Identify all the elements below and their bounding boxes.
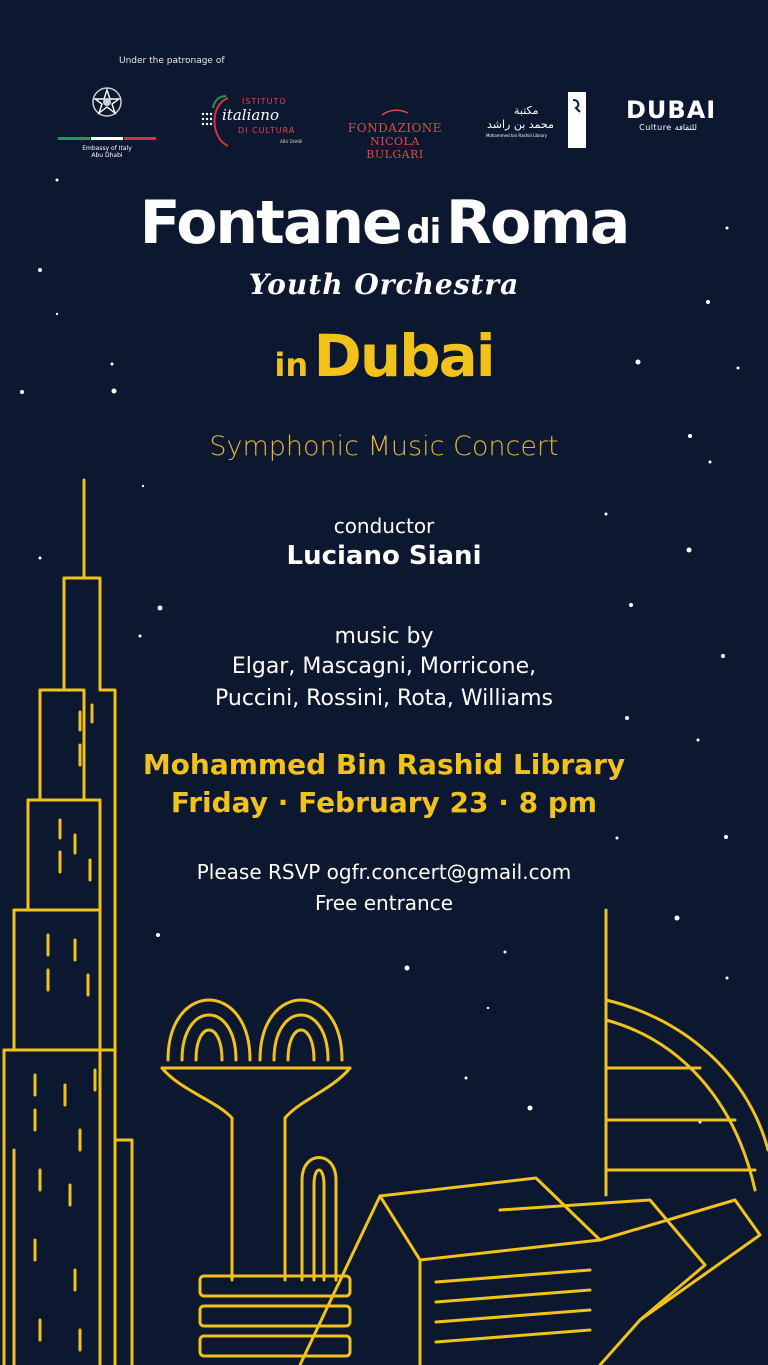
venue-place: Mohammed Bin Rashid Library bbox=[142, 748, 626, 781]
conductor-name: Luciano Siani bbox=[286, 541, 482, 571]
mbrl-arabic1: مكتبة bbox=[514, 104, 539, 117]
composers-line2: Puccini, Rossini, Rota, Williams bbox=[215, 686, 553, 711]
burj-khalifa-outline bbox=[4, 480, 132, 1365]
iic-line3: DI CULTURA bbox=[238, 126, 296, 135]
embassy-line1: Embassy of Italy bbox=[82, 145, 132, 152]
patronage-text: Under the patronage of bbox=[119, 56, 225, 66]
fountain-tuba-outline bbox=[162, 1000, 350, 1356]
dubai-culture-text bbox=[626, 123, 710, 132]
rsvp-line: Please RSVP ogfr.concert@gmail.com bbox=[196, 860, 572, 884]
library-building-outline bbox=[300, 910, 768, 1365]
mohammed-bin-rashid-library-logo bbox=[484, 92, 590, 148]
music-label: music by bbox=[334, 624, 434, 649]
fondazione-line2: NICOLA BULGARI bbox=[366, 135, 424, 161]
composers-line1: Elgar, Mascagni, Morricone, bbox=[231, 654, 537, 679]
event-city bbox=[0, 322, 768, 390]
dubai-culture-english: Culture bbox=[639, 123, 672, 132]
italian-flag-bar bbox=[58, 136, 156, 141]
event-subtitle: Youth Orchestra bbox=[248, 268, 520, 301]
iic-line1: ISTITUTO bbox=[242, 97, 287, 106]
fondazione-nicola-bulgari-logo bbox=[340, 102, 450, 161]
city-name: Dubai bbox=[313, 322, 494, 390]
city-prefix: in bbox=[274, 346, 309, 384]
mbrl-arabic2: محمد بن راشد bbox=[487, 118, 554, 131]
title-word-di: di bbox=[406, 212, 441, 252]
dubai-culture-logo bbox=[626, 96, 717, 132]
title-word-fontane: Fontane bbox=[139, 188, 401, 258]
istituto-italiano-logo bbox=[196, 94, 311, 150]
iic-line4: ABU DHABI bbox=[280, 139, 303, 144]
fondazione-line1: FONDAZIONE bbox=[347, 121, 443, 135]
venue-datetime: Friday · February 23 · 8 pm bbox=[170, 786, 598, 819]
dubai-culture-arabic: للثقافة bbox=[674, 123, 697, 132]
conductor-label: conductor bbox=[333, 514, 435, 538]
stars bbox=[20, 179, 740, 1124]
event-title bbox=[0, 188, 768, 258]
free-entrance: Free entrance bbox=[314, 891, 454, 915]
concert-type: Symphonic Music Concert bbox=[209, 431, 559, 462]
embassy-line2: Abu Dhabi bbox=[91, 152, 123, 159]
mbrl-english: Mohammed bin Rashid Library bbox=[486, 133, 548, 138]
title-word-roma: Roma bbox=[445, 188, 629, 258]
embassy-of-italy-logo bbox=[58, 84, 156, 159]
dubai-culture-mark: DUBAI bbox=[626, 96, 717, 124]
iic-line2: italiano bbox=[222, 106, 279, 124]
mbrl-book-icon bbox=[568, 92, 586, 148]
fondazione-swoosh-icon bbox=[380, 107, 410, 117]
italian-emblem-icon bbox=[89, 84, 125, 122]
